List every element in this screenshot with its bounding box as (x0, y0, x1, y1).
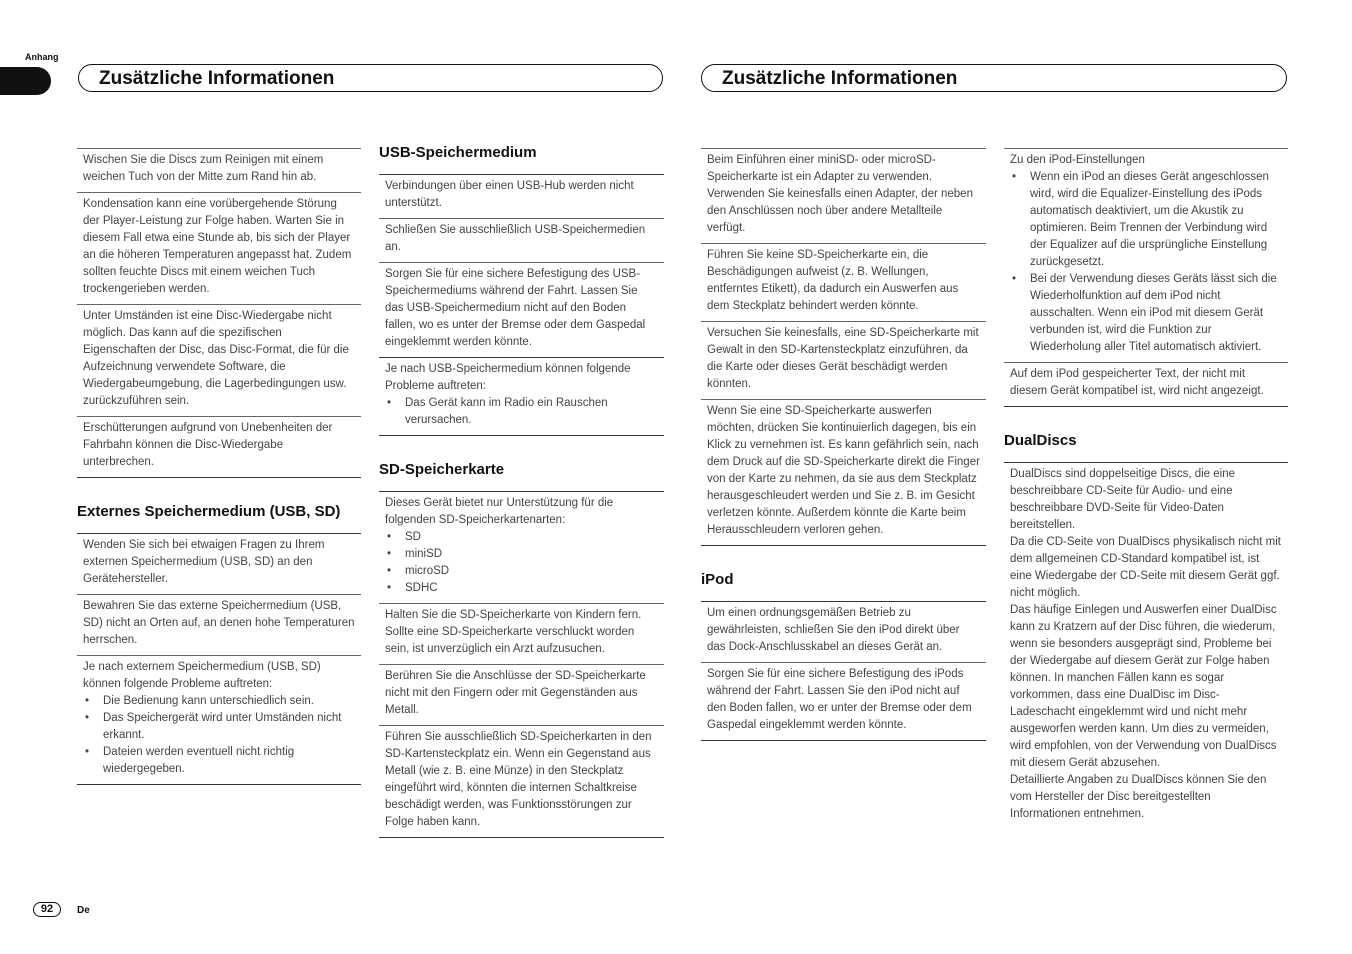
ipod-settings-intro: Zu den iPod-Einstellungen (1010, 154, 1145, 166)
column-2 (379, 143, 664, 838)
note-box: Versuchen Sie keinesfalls, eine SD-Speicherkarte mit Gewalt in den SD-Kartensteckplatz einzuführen, da die Karte oder dieses Gerät beschädigt werden könnten. (701, 321, 986, 399)
list-item: • miniSD (385, 546, 658, 563)
note-box (77, 655, 361, 785)
note-box: Um einen ordnungsgemäßen Betrieb zu gewährleisten, schließen Sie den iPod direkt über das Dock-Anschlusskabel an dieses Gerät an. (701, 601, 986, 662)
section-title-external-storage: Externes Speichermedium (USB, SD) (77, 503, 341, 520)
note-box: Führen Sie keine SD-Speicherkarte ein, die Beschädigungen aufweist (z. B. Wellungen, entferntes Etikett), da dadurch ein Auswerfen aus dem Steckplatz behindert werden könnte. (701, 243, 986, 321)
section-title-sd: SD-Speicherkarte (379, 461, 505, 478)
list-item: • Das Gerät kann im Radio ein Rauschen verursachen. (385, 395, 658, 429)
header-left (78, 64, 663, 92)
section-title-dualdiscs: DualDiscs (1004, 432, 1077, 449)
dualdisc-box (1004, 462, 1288, 829)
note-box: Sorgen Sie für eine sichere Befestigung des USB-Speichermediums während der Fahrt. Lassen Sie das USB-Speichermedium nicht auf den Boden fallen, wo es unter der Bremse oder dem Gaspedal eingeklemmt werden könnte. (379, 262, 664, 357)
note-box: Führen Sie ausschließlich SD-Speicherkarten in den SD-Kartensteckplatz ein. Wenn ein Gegenstand aus Metall (wie z. B. eine Münze) in den Steckplatz eingeführt wird, könnten die internen Schaltkreise beschädigt werden, was Funktionsstörungen zur Folge haben kann. (379, 725, 664, 838)
problems-intro: Je nach USB-Speichermedium können folgende Probleme auftreten: (385, 363, 631, 392)
header-right-title: Zusätzliche Informationen (722, 68, 958, 89)
column-4 (1004, 148, 1288, 829)
section-title-usb: USB-Speichermedium (379, 144, 537, 161)
note-box: Bewahren Sie das externe Speichermedium (USB, SD) nicht an Orten auf, an denen hohe Temperaturen herrschen. (77, 594, 361, 655)
problems-list (83, 693, 355, 778)
column-3 (701, 148, 986, 741)
note-box (1004, 148, 1288, 362)
note-box: Kondensation kann eine vorübergehende Störung der Player-Leistung zur Folge haben. Warten Sie in diesem Fall etwa eine Stunde ab, bis sich der Player an die höheren Temperaturen angepasst hat. Zudem sollten feuchte Discs mit einem weichen Tuch trockengerieben werden. (77, 192, 361, 304)
list-item: • Wenn ein iPod an dieses Gerät angeschlossen wird, wird die Equalizer-Einstellung des iPods automatisch deaktiviert, um die Akustik zu optimieren. Beim Trennen der Verbindung wird der Equalizer auf die ursprüngliche Einstellung zurückgesetzt. (1010, 169, 1282, 271)
note-box: Erschütterungen aufgrund von Unebenheiten der Fahrbahn können die Disc-Wiedergabe unterbrechen. (77, 416, 361, 478)
language-label: De (77, 905, 90, 916)
list-item: • Bei der Verwendung dieses Geräts lässt sich die Wiederholfunktion auf dem iPod nicht ausschalten. Wenn ein iPod mit diesem Gerät verbunden ist, wird die Funktion zur Wiederholung aller Titel automatisch aktiviert. (1010, 271, 1282, 356)
list-item: • SDHC (385, 580, 658, 597)
note-box: Verbindungen über einen USB-Hub werden nicht unterstützt. (379, 174, 664, 218)
list-item: • SD (385, 529, 658, 546)
section-tag: Anhang (25, 52, 59, 62)
paragraph: Detaillierte Angaben zu DualDiscs können Sie den vom Hersteller der Disc bereitgestellten Informationen entnehmen. (1010, 774, 1267, 820)
paragraph: DualDiscs sind doppelseitige Discs, die eine beschreibbare CD-Seite für Audio- und eine beschreibbare DVD-Seite für Video-Daten bereitstellen. (1010, 468, 1236, 531)
note-box: Halten Sie die SD-Speicherkarte von Kindern fern. Sollte eine SD-Speicherkarte verschluckt worden sein, ist unverzüglich ein Arzt aufzusuchen. (379, 603, 664, 664)
section-tab-marker (0, 67, 51, 95)
note-box: Beim Einführen einer miniSD- oder microSD-Speicherkarte ist ein Adapter zu verwenden. Verwenden Sie keinesfalls einen Adapter, der neben den Anschlüssen noch über andere Metallteile verfügt. (701, 148, 986, 243)
note-box (379, 357, 664, 436)
header-right (701, 64, 1287, 92)
section-title-ipod: iPod (701, 571, 734, 588)
note-box: Unter Umständen ist eine Disc-Wiedergabe nicht möglich. Das kann auf die spezifischen Eigenschaften der Disc, das Disc-Format, die für die Aufzeichnung verwendete Software, die Wiedergabeumgebung, die Lagerbedingungen usw. zurückzuführen sein. (77, 304, 361, 416)
paragraph: Das häufige Einlegen und Auswerfen einer DualDisc kann zu Kratzern auf der Disc führen, die wiederum, wenn sie besonders ausgeprägt sind, Probleme bei der Wiedergabe auf diesem Gerät zur Folge haben können. In manchen Fällen kann es sogar vorkommen, dass eine DualDisc im Disc-Ladeschacht eingeklemmt wird und nicht mehr ausgeworfen werden kann. Um dies zu vermeiden, wird empfohlen, von der Verwendung von DualDiscs mit diesem Gerät abzusehen. (1010, 604, 1277, 769)
note-box (379, 491, 664, 603)
header-left-title: Zusätzliche Informationen (99, 68, 335, 89)
page-number: 92 (33, 902, 61, 917)
note-box: Auf dem iPod gespeicherter Text, der nicht mit diesem Gerät kompatibel ist, wird nicht angezeigt. (1004, 362, 1288, 407)
column-1 (77, 148, 361, 785)
note-box: Wenn Sie eine SD-Speicherkarte auswerfen möchten, drücken Sie kontinuierlich dagegen, bis ein Klick zu vernehmen ist. Es kann gefährlich sein, nach dem Druck auf die SD-Speicherkarte direkt die Finger von der Karte zu nehmen, da sie aus dem Steckplatz herausgeschleudert werden und Sie z. B. im Gesicht verletzen könnte. Außerdem könnte die Karte beim Herausschleudern verloren gehen. (701, 399, 986, 546)
list-item: • Das Speichergerät wird unter Umständen nicht erkannt. (83, 710, 355, 744)
sd-support-intro: Dieses Gerät bietet nur Unterstützung für die folgenden SD-Speicherkartenarten: (385, 497, 614, 526)
list-item: • microSD (385, 563, 658, 580)
note-box: Berühren Sie die Anschlüsse der SD-Speicherkarte nicht mit den Fingern oder mit Gegenständen aus Metall. (379, 664, 664, 725)
problems-intro: Je nach externem Speichermedium (USB, SD) können folgende Probleme auftreten: (83, 661, 321, 690)
paragraph: Da die CD-Seite von DualDiscs physikalisch nicht mit dem allgemeinen CD-Standard kompatibel ist, ist eine Wiedergabe der CD-Seite mit diesem Gerät ggf. nicht möglich. (1010, 536, 1281, 599)
sd-types-list (385, 529, 658, 597)
problems-list (385, 395, 658, 429)
note-box: Wenden Sie sich bei etwaigen Fragen zu Ihrem externen Speichermedium (USB, SD) an den Gerätehersteller. (77, 533, 361, 594)
ipod-settings-list (1010, 169, 1282, 356)
note-box: Sorgen Sie für eine sichere Befestigung des iPods während der Fahrt. Lassen Sie den iPod nicht auf den Boden fallen, wo er unter der Bremse oder dem Gaspedal eingeklemmt werden könnte. (701, 662, 986, 741)
list-item: • Die Bedienung kann unterschiedlich sein. (83, 693, 355, 710)
note-box: Schließen Sie ausschließlich USB-Speichermedien an. (379, 218, 664, 262)
note-box: Wischen Sie die Discs zum Reinigen mit einem weichen Tuch von der Mitte zum Rand hin ab. (77, 148, 361, 192)
list-item: • Dateien werden eventuell nicht richtig wiedergegeben. (83, 744, 355, 778)
